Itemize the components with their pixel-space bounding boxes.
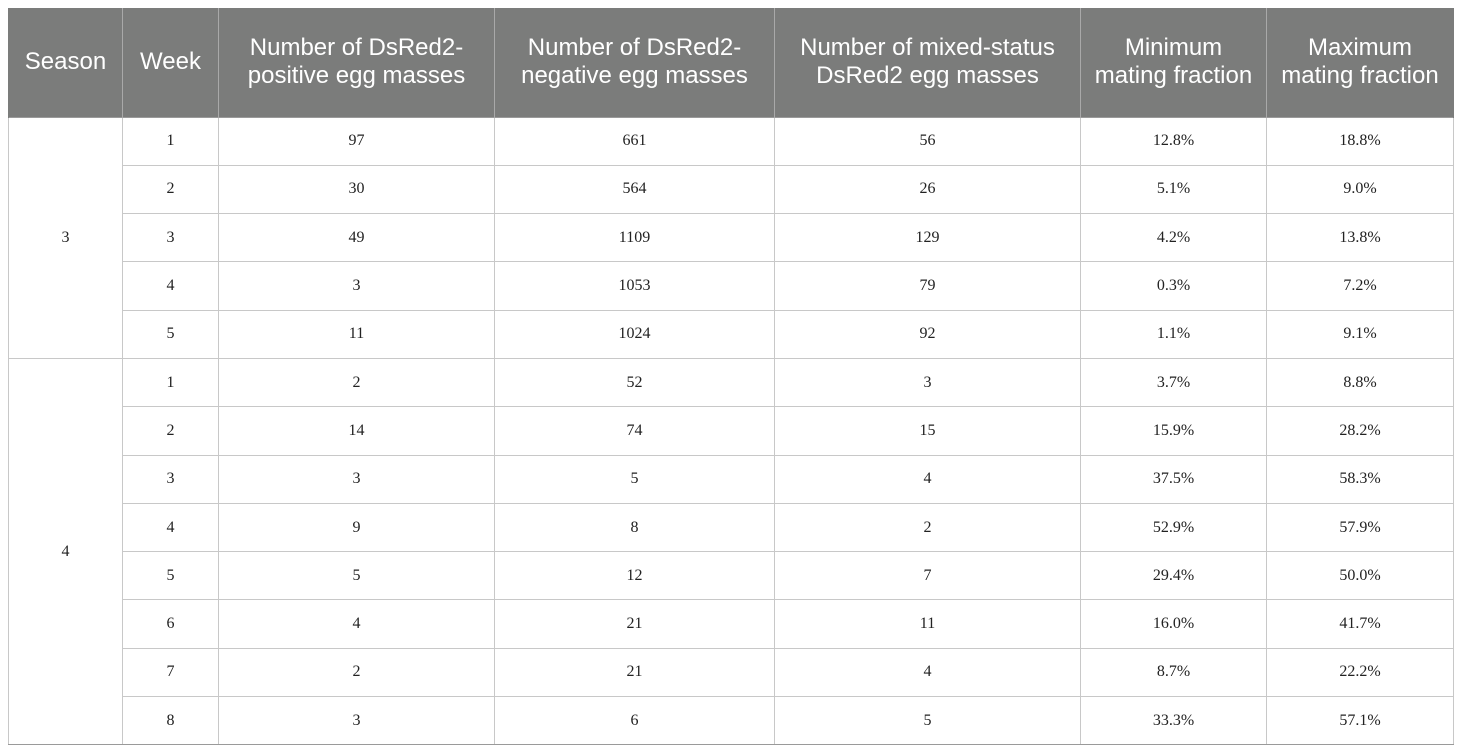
table-row [9,214,1454,262]
mixed-cell: 15 [775,407,1081,455]
min-fraction-cell: 0.3% [1081,262,1267,310]
table-row [9,310,1454,358]
negative-cell: 5 [495,455,775,503]
max-fraction-cell: 58.3% [1267,455,1454,503]
positive-cell: 97 [219,117,495,165]
table-row [9,552,1454,600]
min-fraction-cell: 8.7% [1081,648,1267,696]
table-body [9,117,1454,745]
mixed-cell: 92 [775,310,1081,358]
header-positive-egg-masses: Number of DsRed2-positive egg masses [219,8,495,117]
min-fraction-cell: 1.1% [1081,310,1267,358]
week-cell: 8 [123,697,219,745]
table-header [9,8,1454,117]
negative-cell: 1109 [495,214,775,262]
week-cell: 2 [123,165,219,213]
table-row [9,262,1454,310]
week-cell: 1 [123,358,219,406]
table-row [9,358,1454,406]
mixed-cell: 5 [775,697,1081,745]
positive-cell: 2 [219,358,495,406]
max-fraction-cell: 57.1% [1267,697,1454,745]
positive-cell: 3 [219,455,495,503]
table-row [9,165,1454,213]
negative-cell: 74 [495,407,775,455]
week-cell: 1 [123,117,219,165]
header-maximum-mating-fraction: Maximum mating fraction [1267,8,1454,117]
positive-cell: 3 [219,697,495,745]
max-fraction-cell: 7.2% [1267,262,1454,310]
week-cell: 5 [123,552,219,600]
week-cell: 3 [123,214,219,262]
table-row [9,503,1454,551]
min-fraction-cell: 5.1% [1081,165,1267,213]
min-fraction-cell: 4.2% [1081,214,1267,262]
min-fraction-cell: 15.9% [1081,407,1267,455]
mixed-cell: 7 [775,552,1081,600]
negative-cell: 6 [495,697,775,745]
min-fraction-cell: 33.3% [1081,697,1267,745]
week-cell: 4 [123,503,219,551]
header-negative-egg-masses: Number of DsRed2-negative egg masses [495,8,775,117]
negative-cell: 1053 [495,262,775,310]
negative-cell: 1024 [495,310,775,358]
positive-cell: 5 [219,552,495,600]
mixed-cell: 2 [775,503,1081,551]
header-row [9,8,1454,117]
negative-cell: 21 [495,600,775,648]
negative-cell: 21 [495,648,775,696]
max-fraction-cell: 41.7% [1267,600,1454,648]
positive-cell: 14 [219,407,495,455]
table-row [9,117,1454,165]
mixed-cell: 4 [775,648,1081,696]
mixed-cell: 79 [775,262,1081,310]
min-fraction-cell: 12.8% [1081,117,1267,165]
header-season: Season [9,8,123,117]
negative-cell: 8 [495,503,775,551]
max-fraction-cell: 22.2% [1267,648,1454,696]
min-fraction-cell: 52.9% [1081,503,1267,551]
season-cell: 3 [9,117,123,358]
negative-cell: 661 [495,117,775,165]
week-cell: 3 [123,455,219,503]
mixed-cell: 26 [775,165,1081,213]
mating-fraction-table-container [8,8,1453,745]
max-fraction-cell: 13.8% [1267,214,1454,262]
positive-cell: 3 [219,262,495,310]
min-fraction-cell: 37.5% [1081,455,1267,503]
table-row [9,600,1454,648]
mixed-cell: 129 [775,214,1081,262]
min-fraction-cell: 3.7% [1081,358,1267,406]
min-fraction-cell: 29.4% [1081,552,1267,600]
table-row [9,455,1454,503]
positive-cell: 11 [219,310,495,358]
mixed-cell: 11 [775,600,1081,648]
mating-fraction-table [8,8,1454,745]
header-week: Week [123,8,219,117]
negative-cell: 52 [495,358,775,406]
season-cell: 4 [9,358,123,744]
week-cell: 4 [123,262,219,310]
week-cell: 6 [123,600,219,648]
max-fraction-cell: 57.9% [1267,503,1454,551]
max-fraction-cell: 18.8% [1267,117,1454,165]
max-fraction-cell: 28.2% [1267,407,1454,455]
week-cell: 2 [123,407,219,455]
table-row [9,697,1454,745]
negative-cell: 564 [495,165,775,213]
mixed-cell: 56 [775,117,1081,165]
mixed-cell: 3 [775,358,1081,406]
min-fraction-cell: 16.0% [1081,600,1267,648]
max-fraction-cell: 9.0% [1267,165,1454,213]
max-fraction-cell: 50.0% [1267,552,1454,600]
positive-cell: 30 [219,165,495,213]
header-minimum-mating-fraction: Minimum mating fraction [1081,8,1267,117]
positive-cell: 2 [219,648,495,696]
table-row [9,648,1454,696]
positive-cell: 9 [219,503,495,551]
table-row [9,407,1454,455]
positive-cell: 49 [219,214,495,262]
week-cell: 7 [123,648,219,696]
negative-cell: 12 [495,552,775,600]
positive-cell: 4 [219,600,495,648]
mixed-cell: 4 [775,455,1081,503]
week-cell: 5 [123,310,219,358]
max-fraction-cell: 8.8% [1267,358,1454,406]
max-fraction-cell: 9.1% [1267,310,1454,358]
header-mixed-status-egg-masses: Number of mixed-status DsRed2 egg masses [775,8,1081,117]
